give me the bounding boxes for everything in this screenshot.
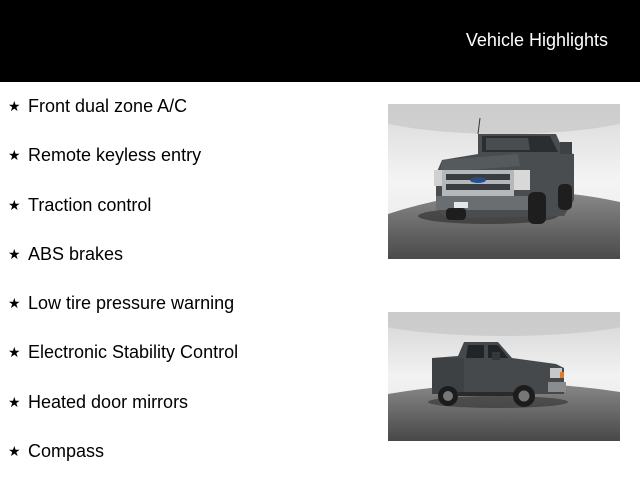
star-icon: ★ (8, 245, 21, 262)
feature-item (8, 341, 238, 390)
feature-item (8, 194, 238, 243)
feature-label: ABS brakes (28, 243, 124, 264)
feature-item (8, 144, 238, 193)
feature-item (8, 292, 238, 341)
feature-label: Traction control (28, 194, 152, 215)
feature-item (8, 243, 238, 292)
feature-label: Electronic Stability Control (28, 342, 239, 363)
star-icon: ★ (8, 344, 21, 361)
truck-front-photo (388, 104, 620, 259)
feature-item (8, 391, 238, 440)
truck-side-photo (388, 312, 620, 441)
feature-list (8, 95, 238, 489)
feature-label: Heated door mirrors (28, 391, 189, 412)
star-icon: ★ (8, 443, 21, 460)
star-icon: ★ (8, 295, 21, 312)
feature-label: Compass (28, 441, 105, 462)
feature-label: Low tire pressure warning (28, 293, 235, 314)
star-icon: ★ (8, 196, 21, 213)
feature-label: Remote keyless entry (28, 145, 202, 166)
star-icon: ★ (8, 98, 21, 114)
star-icon: ★ (8, 147, 21, 164)
page-title: Vehicle Highlights (465, 30, 608, 50)
feature-item (8, 95, 238, 144)
star-icon: ★ (8, 393, 21, 410)
feature-label: Front dual zone A/C (28, 96, 188, 116)
feature-item (8, 440, 238, 489)
header-bar (0, 0, 640, 82)
